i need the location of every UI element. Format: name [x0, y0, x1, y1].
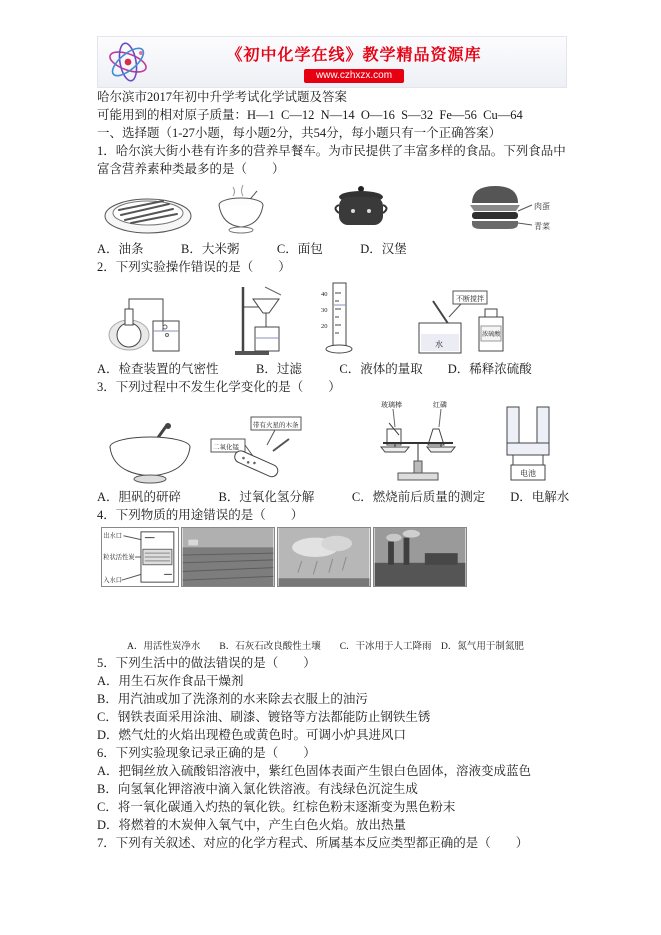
q1-hamburger-image	[466, 181, 560, 237]
q7-stem: 7．下列有关叙述、对应的化学方程式、所属基本反应类型都正确的是（ ）	[97, 836, 529, 850]
label-meat-egg: 肉蛋	[534, 202, 550, 211]
atomic-masses-line: 可能用到的相对原子质量：H—1 C—12 N—14 O—16 S—32 Fe—56 Cu—64	[97, 108, 523, 122]
q6-option-c: C．将一氧化碳通入灼热的氧化铁。红棕色粉末逐渐变为黑色粉末	[97, 800, 456, 814]
q5-stem: 5．下列生活中的做法错误的是（ ）	[97, 656, 316, 670]
q2-graduated-cylinder-image	[319, 279, 355, 357]
q5-option-d: D．燃气灶的火焰出现橙色或黄色时。可调小炉具进风口	[97, 728, 407, 742]
doc-title: 哈尔滨市2017年初中升学考试化学试题及答案	[97, 90, 348, 104]
q3-stem: 3．下列过程中不发生化学变化的是（ ）	[97, 380, 341, 394]
label-keep-stirring: 不断搅拌	[456, 295, 484, 303]
q4-figures	[101, 527, 567, 587]
q2-figures	[97, 279, 567, 357]
exam-content	[97, 88, 570, 852]
banner-text	[150, 42, 558, 83]
q1-options-line: A．油条 B．大米粥 C．面包 D．汉堡	[97, 242, 407, 256]
banner-title: 《初中化学在线》教学精品资源库	[226, 46, 482, 64]
q2-options-line: A．检查装置的气密性 B．过滤 C．液体的量取 D．稀释浓硫酸	[97, 362, 532, 376]
section-header: 一、选择题（1-27小题，每小题2分，共54分，每小题只有一个正确答案）	[97, 126, 502, 140]
q3-figures	[97, 399, 567, 485]
q6-option-d: D．将燃着的木炭伸入氧气中，产生白色火焰。放出热量	[97, 818, 407, 832]
label-red-phosphorus: 红磷	[433, 401, 447, 409]
q1-figures	[97, 181, 567, 237]
q1-stem: 1．哈尔滨大街小巷有许多的营养早餐车。为市民提供了丰富多样的食品。下列食品中富含营养素种类最多的是（ ）	[97, 144, 566, 176]
q1-rice-porridge-bowl-image	[215, 183, 268, 237]
q3-mortar-pestle-image	[105, 421, 195, 485]
label-glowing-splint: 带有火星的木条	[253, 422, 299, 429]
q5-option-a: A．用生石灰作食品干燥剂	[97, 674, 244, 688]
q6-option-a: A．把铜丝放入硫酸铝溶液中，紫红色固体表面产生银白色固体，溶液变成蓝色	[97, 764, 532, 778]
q1-bread-image	[330, 183, 392, 237]
label-granular-activated-carbon: 粒状活性炭	[103, 553, 135, 561]
label-glass-rod: 玻璃棒	[381, 401, 402, 409]
label-water-outlet: 出水口	[103, 532, 123, 540]
q2-filtration-image	[235, 283, 295, 357]
q4-limestone-field-photo	[181, 527, 275, 587]
q3-h2o2-decomposition-image	[209, 415, 303, 485]
site-banner	[97, 36, 567, 88]
q4-water-purifier-image	[101, 527, 179, 587]
q5-option-b: B．用汽油或加了洗涤剂的水来除去衣服上的油污	[97, 692, 368, 706]
q4-stem: 4．下列物质的用途错误的是（ ）	[97, 508, 304, 522]
q3-mass-balance-image	[373, 399, 463, 485]
q4-artificial-rain-photo	[277, 527, 371, 587]
label-battery: 电池	[520, 469, 536, 478]
q4-fertilizer-plant-photo	[373, 527, 467, 587]
label-tick-20: 20	[321, 323, 328, 330]
label-conc-sulfuric-acid: 浓硫酸	[482, 331, 501, 338]
q3-water-electrolysis-image	[493, 403, 563, 485]
label-water-inlet: 入水口	[103, 577, 123, 585]
atom-logo-icon	[106, 40, 150, 84]
q3-options-line: A．胆矾的研碎 B．过氧化氢分解 C．燃烧前后质量的测定 D．电解水	[97, 490, 570, 504]
q2-stem: 2．下列实验操作错误的是（ ）	[97, 260, 291, 274]
label-mno2: 二氧化锰	[213, 444, 239, 451]
label-water: 水	[435, 340, 443, 349]
label-tick-30: 30	[321, 307, 328, 314]
q2-dilute-acid-image	[409, 289, 505, 357]
banner-url-link[interactable]: www.czhxzx.com	[304, 69, 404, 83]
q6-option-b: B．向氢氧化钾溶液中滴入氯化铁溶液。有浅绿色沉淀生成	[97, 782, 418, 796]
label-greens: 青菜	[534, 222, 550, 231]
q6-stem: 6．下列实验现象记录正确的是（ ）	[97, 746, 316, 760]
q4-captions-line: A．用活性炭净水 B．石灰石改良酸性土壤 C．干冰用于人工降雨 D．氮气用于制氮肥	[127, 642, 524, 652]
label-tick-40: 40	[321, 291, 328, 298]
q5-option-c: C．钢铁表面采用涂油、刷漆、镀铬等方法都能防止钢铁生锈	[97, 710, 431, 724]
q1-fried-dough-plate-image	[103, 183, 193, 237]
q2-gas-tightness-check-image	[105, 289, 185, 357]
